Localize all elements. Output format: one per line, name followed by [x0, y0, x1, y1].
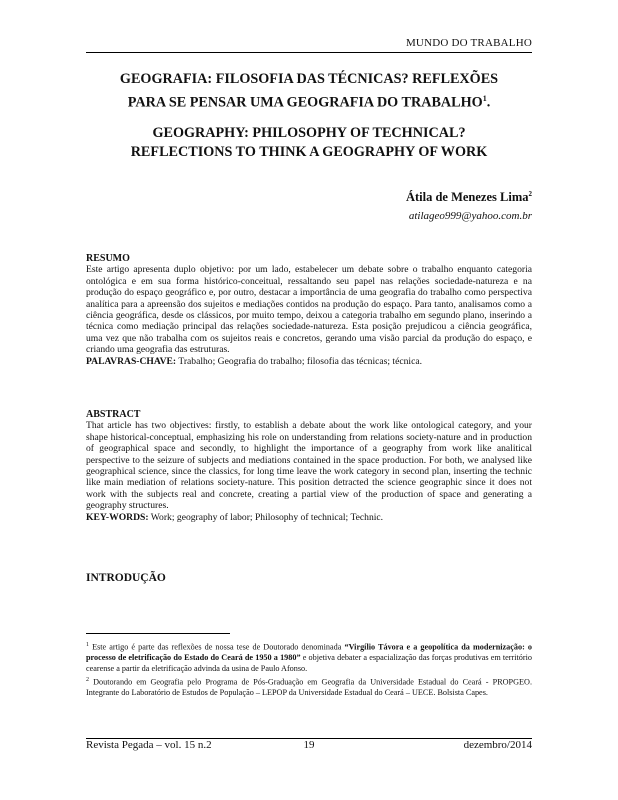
page-footer — [86, 739, 532, 753]
abstract-body: That article has two objectives: firstly, to establish a debate about the work like ontological category, and your shape historical-conceptual, emphasizing his role on understanding from relations society-nature and in production of geographical space and secondly, to highlight the importance of a geography from work like analitical perspective to the seizure of subjects and mediations contained in the space production. For both, we analysed like geographical science, since the classics, for long time leave the work category in second plan, inserting the technic like main mediation of relations society-nature. This position detracted the science geographic since it does not work with the subjects real and concrete, creating a partial view of the production of space and generating a geography structures. — [86, 420, 532, 512]
resumo-keywords — [86, 356, 532, 367]
resumo-heading: RESUMO — [86, 253, 130, 264]
title-pt-period: . — [486, 94, 491, 111]
running-head: MUNDO DO TRABALHO — [405, 37, 532, 49]
footnote-separator — [86, 633, 230, 634]
resumo-keywords-text: Trabalho; Geografia do trabalho; filosofia das técnicas; técnica. — [176, 355, 422, 367]
abstract-heading: ABSTRACT — [86, 409, 141, 420]
title-en-line1: GEOGRAPHY: PHILOSOPHY OF TECHNICAL? — [152, 125, 466, 141]
resumo-section — [86, 253, 532, 367]
introduction-heading: INTRODUÇÃO — [86, 572, 166, 584]
title-portuguese — [70, 70, 548, 113]
title-english — [70, 124, 548, 162]
author-email[interactable]: atilageo999@yahoo.com.br — [408, 210, 532, 222]
footer-page-number: 19 — [303, 739, 315, 751]
footnote-ref-1[interactable]: 1 — [482, 94, 487, 103]
author-name-text: Átila de Menezes Lima — [405, 190, 529, 205]
footnote-ref-2[interactable]: 2 — [528, 190, 532, 198]
title-pt-line2: PARA SE PENSAR UMA GEOGRAFIA DO TRABALHO — [127, 94, 483, 111]
header-rule — [86, 52, 532, 53]
abstract-keywords-text: Work; geography of labor; Philosophy of technical; Technic. — [148, 511, 384, 523]
footnote-1-mark: 1 — [86, 642, 89, 648]
abstract-section — [86, 409, 532, 523]
footer-date: dezembro/2014 — [463, 739, 532, 751]
author-name — [406, 190, 532, 205]
abstract-keywords — [86, 512, 532, 523]
title-pt-line1: GEOGRAFIA: FILOSOFIA DAS TÉCNICAS? REFLEXÕES — [119, 71, 499, 87]
resumo-keywords-label: PALAVRAS-CHAVE: — [86, 355, 177, 367]
footnote-2-text: Doutorando em Geografia pelo Programa de Pós-Graduação em Geografia da Universidade Estadual do Ceará - PROPGEO. Integrante do Laboratório de Estudos de População – LEPOP da Universidade Estadual do Ceará – UECE. Bolsista Capes. — [86, 677, 532, 698]
footnote-2 — [86, 675, 532, 699]
abstract-keywords-label: KEY-WORDS: — [86, 511, 149, 523]
footnote-2-mark: 2 — [86, 676, 89, 683]
footnote-1-pre: Este artigo é parte das reflexões de nossa tese de Doutorado denominada — [89, 642, 345, 652]
footer-journal: Revista Pegada – vol. 15 n.2 — [86, 739, 212, 751]
title-en-line2: REFLECTIONS TO THINK A GEOGRAPHY OF WORK — [130, 144, 488, 160]
footnote-1-thesis-title: “Virgílio Távora e a geopolítica da modernização: o processo de eletrificação do Estado do Ceará de 1950 a 1980” — [86, 642, 532, 663]
footnotes — [86, 640, 532, 700]
footnote-1 — [86, 640, 532, 674]
resumo-body: Este artigo apresenta duplo objetivo: por um lado, estabelecer um debate sobre o trabalho enquanto categoria ontológica e em sua forma histórico-conceitual, ressaltando seu papel nas relações sociedade-natureza e na produção do espaço geográfico e, por outro, destacar a importância de uma geografia do trabalho como perspectiva analítica para a apreensão dos sujeitos e mediações contidos na produção do espaço. Para tanto, analisamos como a ciência geográfica, desde os clássicos, por muito tempo, deixou a categoria trabalho em segundo plano, inserindo a técnica como mediação principal das relações sociedade-natureza. Esta posição prejudicou a ciência geográfica, uma vez que não trabalha com os sujeitos reais e concretos, gerando uma visão parcial da produção do espaço, e criando uma geografia das estruturas. — [86, 264, 532, 356]
footnote-1-post: e objetiva debater a espacialização das forças produtivas em território cearense a partir da eletrificação advinda da usina de Paulo Afonso. — [86, 653, 532, 673]
